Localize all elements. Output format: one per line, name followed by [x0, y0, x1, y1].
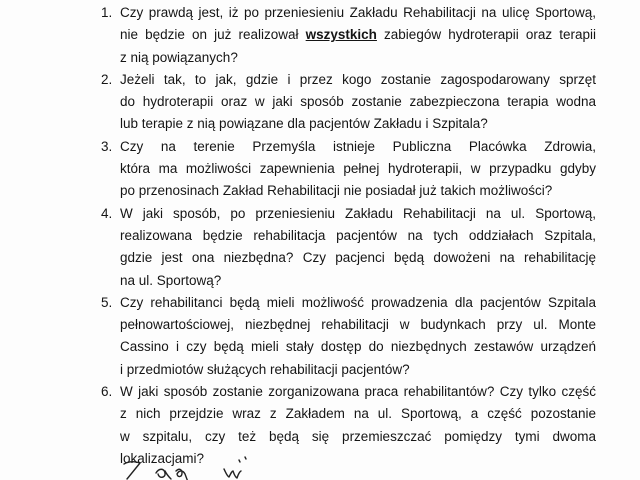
- text-line: W jaki sposób, po przeniesieniu Zakładu Rehabilitacji na ul. Sportową,: [120, 205, 596, 221]
- text-line: Cassino i czy będą mieli stały dostęp do niezbędnych zestawów urządzeń: [120, 339, 596, 355]
- text-line: z nich przejdzie wraz z Zakładem na ul. Sportową, a część pozostanie: [120, 406, 596, 422]
- question-item-3: [100, 136, 596, 203]
- text-line: lub terapie z nią powiązane dla pacjentów Zakładu i Szpitala?: [120, 116, 488, 132]
- handwriting-stroke: [124, 462, 140, 479]
- question-number: 1.: [101, 5, 113, 20]
- handwriting-stroke: [224, 469, 241, 478]
- question-number: 2.: [101, 71, 113, 87]
- question-number: 3.: [101, 138, 113, 154]
- question-item-1: [100, 2, 596, 69]
- text-line: realizowana będzie rehabilitacja pacjentów na tych oddziałach Szpitala,: [120, 227, 596, 243]
- text-line: W jaki sposób zostanie zorganizowana praca rehabilitantów? Czy tylko część: [120, 384, 596, 400]
- emphasized-word: wszystkich: [305, 27, 377, 43]
- handwriting-stroke: [156, 469, 171, 479]
- question-list: [100, 2, 596, 470]
- handwriting-stroke: [176, 469, 188, 480]
- question-number: 4.: [101, 205, 113, 221]
- text-segment: nie będzie on już realizował: [120, 27, 306, 43]
- handwritten-note-fragment: [118, 452, 268, 480]
- question-item-5: [100, 292, 596, 381]
- question-text: [120, 2, 596, 69]
- text-line: gdzie jest ona niezbędna? Czy pacjenci będą dowożeni na rehabilitację: [120, 250, 596, 266]
- text-line: pełnowartościowej, niezbędnej rehabilitacji w budynkach przy ul. Monte: [120, 317, 596, 333]
- question-text: [120, 136, 596, 203]
- question-item-4: [100, 203, 596, 292]
- text-line: która ma możliwości zapewnienia pełnej hydroterapii, w przypadku gdyby: [120, 161, 596, 177]
- text-line: do hydroterapii oraz w jaki sposób zostanie zabezpieczona terapia wodna: [120, 94, 596, 110]
- question-number: 5.: [101, 294, 113, 310]
- text-line: Czy rehabilitanci będą mieli możliwość prowadzenia dla pacjentów Szpitala: [120, 294, 596, 310]
- text-line: Jeżeli tak, to jak, gdzie i przez kogo zostanie zagospodarowany sprzęt: [120, 71, 596, 87]
- text-line: i przedmiotów służących rehabilitacji pacjentów?: [120, 361, 410, 377]
- question-text: [120, 203, 596, 292]
- question-item-2: [100, 69, 596, 136]
- text-line: w szpitalu, czy też będą się przemieszczać pomiędzy tymi dwoma: [120, 428, 596, 444]
- question-text: [120, 69, 596, 136]
- text-line: po przenosinach Zakład Rehabilitacji nie posiadał już takich możliwości?: [120, 183, 553, 199]
- text-line: [120, 24, 596, 46]
- question-number: 6.: [101, 384, 113, 400]
- handwriting-stroke: [239, 457, 246, 462]
- text-line: Czy prawdą jest, iż po przeniesieniu Zakładu Rehabilitacji na ulicę Sportową,: [120, 5, 596, 20]
- question-text: [120, 292, 596, 381]
- text-line: Czy na terenie Przemyśla istnieje Publiczna Placówka Zdrowia,: [120, 138, 596, 154]
- text-line: z nią powiązanych?: [120, 49, 238, 65]
- text-line: na ul. Sportową?: [120, 272, 222, 288]
- text-segment: zabiegów hydroterapii oraz terapii: [376, 27, 596, 43]
- text-line: lokalizacjami?: [120, 450, 205, 466]
